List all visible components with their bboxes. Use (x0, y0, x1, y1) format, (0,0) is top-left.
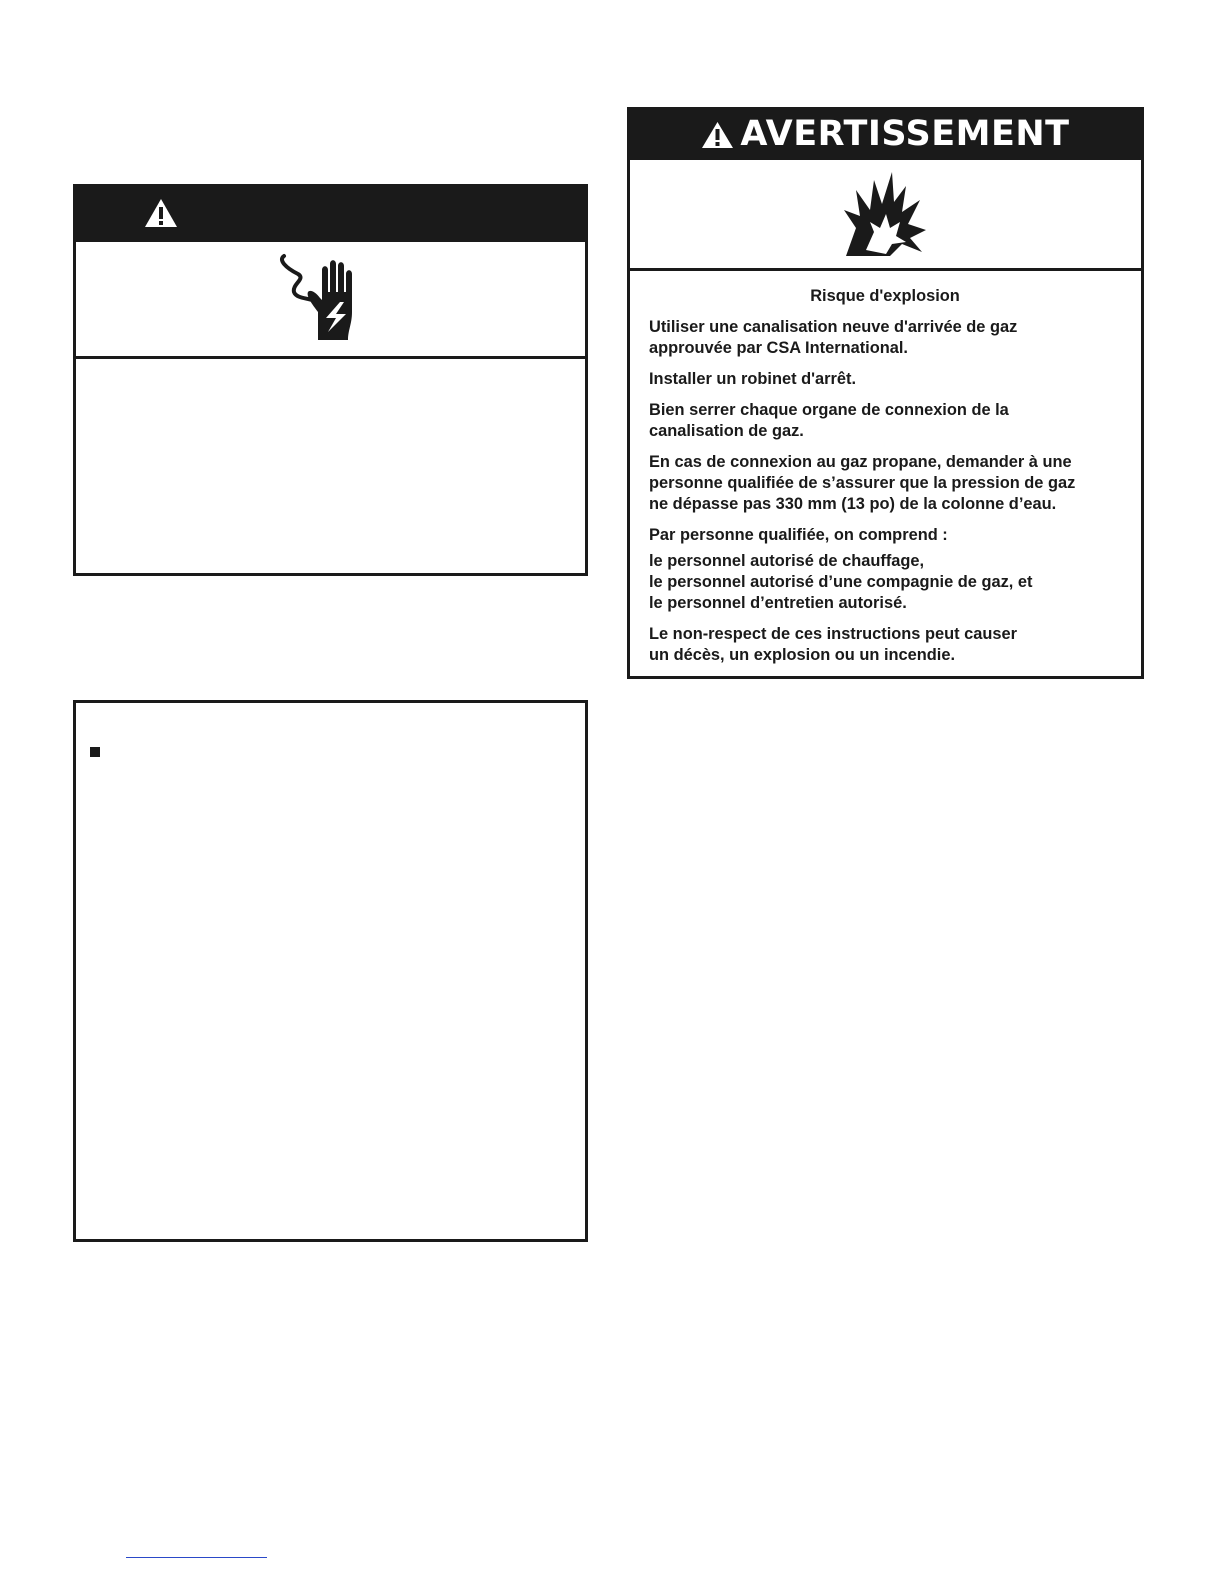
instruction-paragraph (649, 452, 1121, 515)
text-line: Installer un robinet d'arrêt. (649, 370, 856, 388)
text-line: approuvée par CSA International. (649, 339, 908, 357)
explosion-warning-box (627, 107, 1144, 679)
shock-icon-area (76, 239, 585, 359)
warning-triangle-icon (144, 198, 178, 228)
text-line: Par personne qualifiée, on comprend : (649, 526, 948, 544)
text-line: le personnel autorisé d’une compagnie de gaz, et (649, 573, 1033, 591)
warning-triangle-icon (701, 121, 734, 149)
warning-title: AVERTISSEMENT (740, 113, 1070, 154)
explosion-warning-header (630, 110, 1141, 157)
instruction-paragraph (649, 624, 1121, 666)
text-line: Utiliser une canalisation neuve d'arrivée de gaz (649, 318, 1018, 336)
footer-link-underline[interactable] (126, 1557, 267, 1558)
text-line: personne qualifiée de s’assurer que la pression de gaz (649, 474, 1076, 492)
shock-warning-box (73, 184, 588, 576)
text-line: Bien serrer chaque organe de connexion de la (649, 401, 1009, 419)
instruction-paragraph (649, 400, 1121, 442)
explosion-icon-area (630, 157, 1141, 271)
instruction-paragraph (649, 317, 1121, 359)
explosion-warning-body (630, 271, 1141, 666)
text-line: Le non-respect de ces instructions peut causer (649, 625, 1017, 643)
instruction-paragraph (649, 551, 1121, 614)
text-line: En cas de connexion au gaz propane, demander à une (649, 453, 1072, 471)
explosion-icon (842, 170, 926, 256)
shock-warning-header (76, 187, 585, 239)
electric-shock-hand-icon (276, 252, 366, 344)
instruction-paragraph (649, 369, 1121, 390)
bullet-marker (90, 747, 100, 757)
hazard-title: Risque d'explosion (810, 287, 960, 305)
instruction-paragraph (649, 525, 1121, 546)
text-line: ne dépasse pas 330 mm (13 po) de la colonne d’eau. (649, 495, 1057, 513)
text-line: un décès, un explosion ou un incendie. (649, 646, 955, 664)
text-line: le personnel autorisé de chauffage, (649, 552, 925, 570)
note-box (73, 700, 588, 1242)
text-line: canalisation de gaz. (649, 422, 804, 440)
text-line: le personnel d’entretien autorisé. (649, 594, 907, 612)
